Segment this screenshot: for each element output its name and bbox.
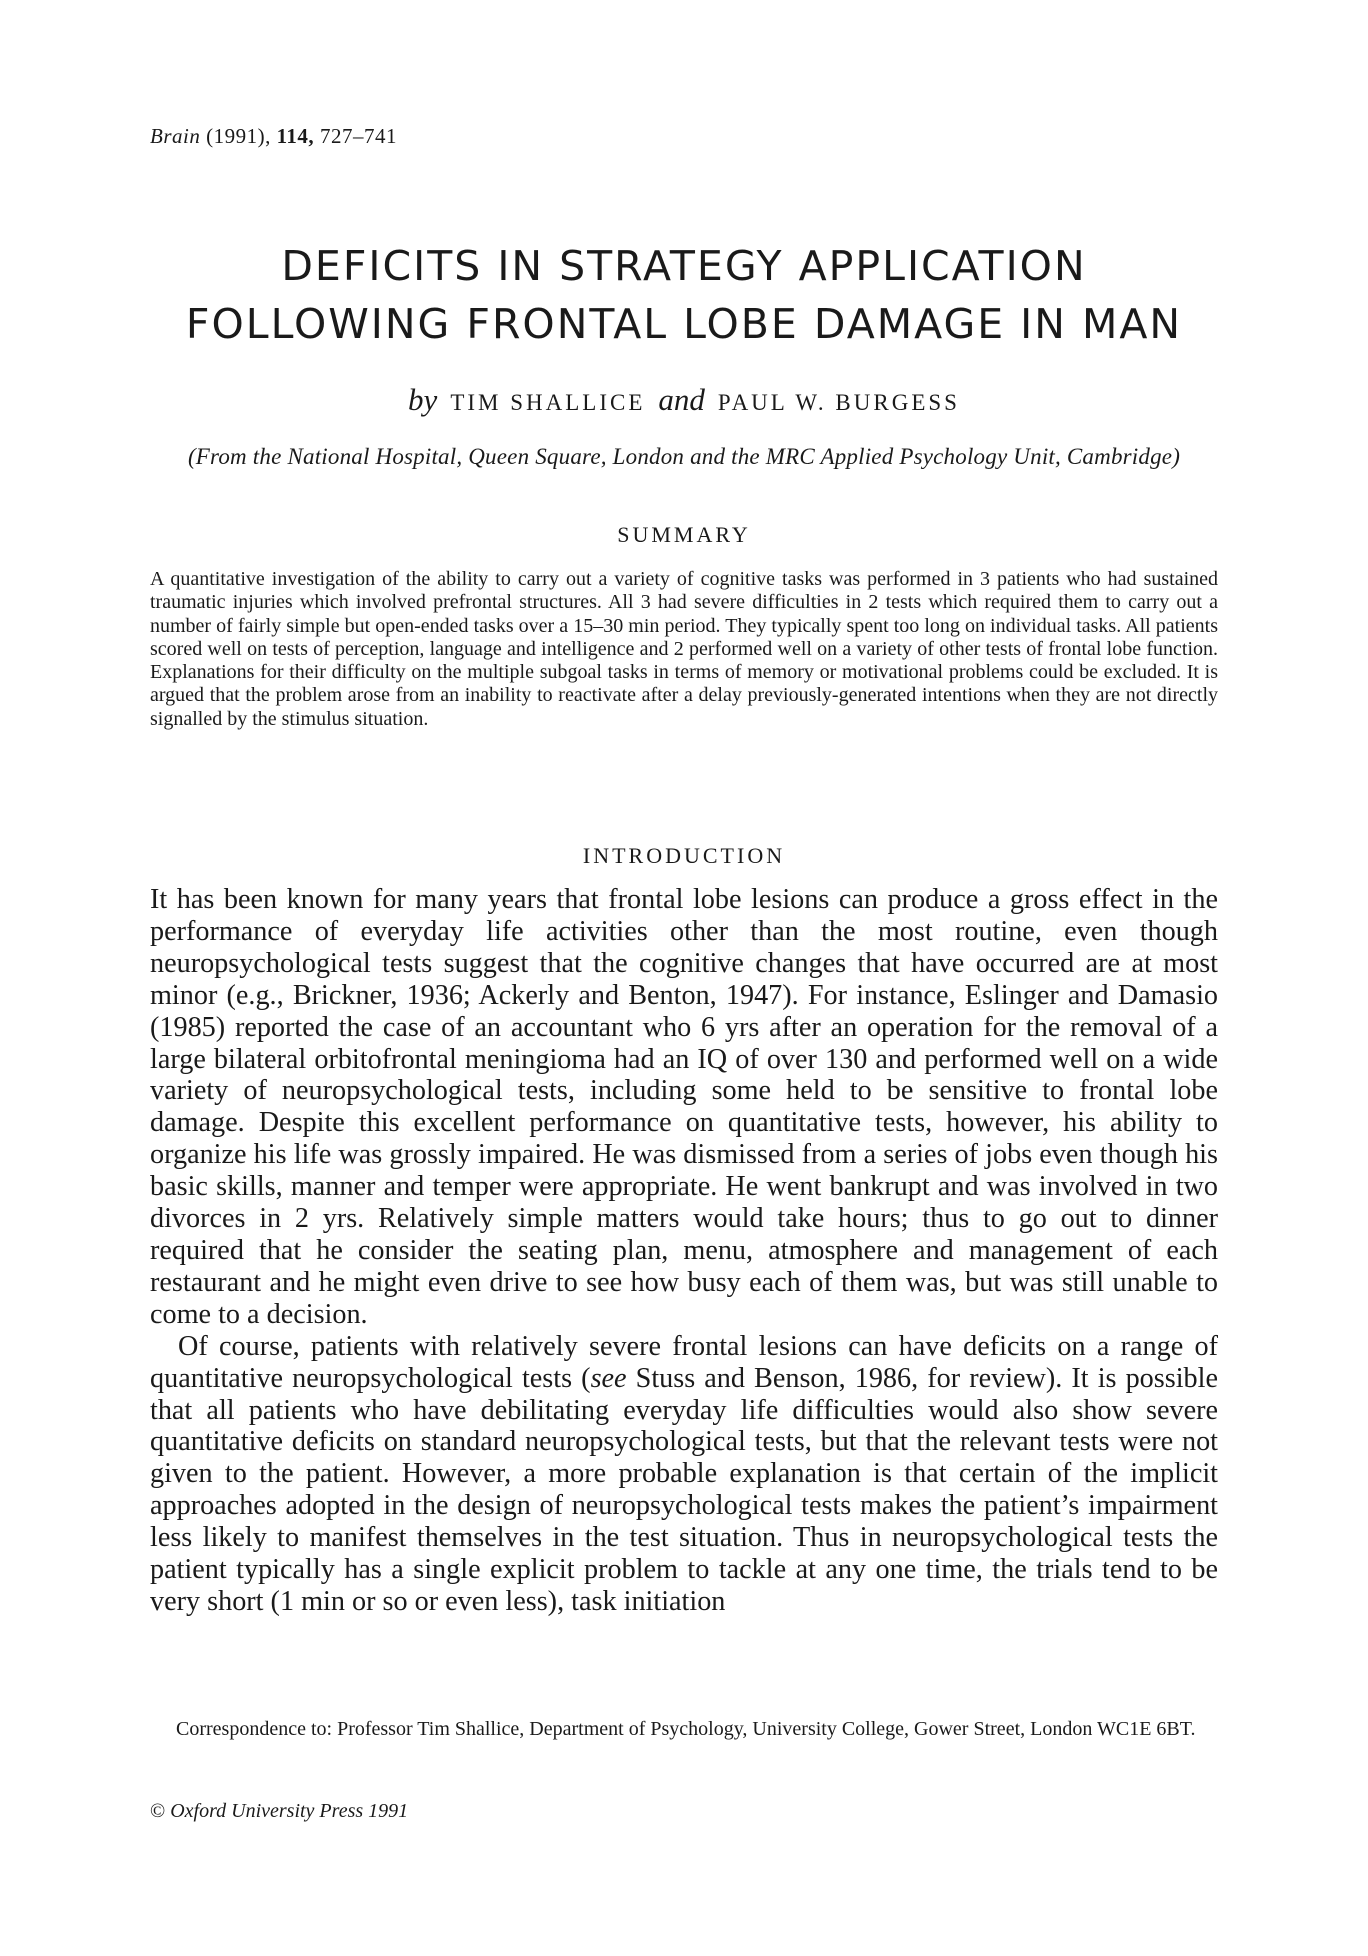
copyright-symbol: ©: [150, 1800, 166, 1822]
summary-heading: SUMMARY: [617, 522, 751, 547]
author-2: PAUL W. BURGESS: [717, 390, 960, 415]
correspondence-footnote: Correspondence to: Professor Tim Shallice, Department of Psychology, University College, Gower Street, London WC1E 6BT.: [176, 1718, 1196, 1740]
author-byline: [150, 382, 1218, 418]
intro-paragraph-2-rest: Stuss and Benson, 1986, for review). It is possible that all patients who have debilitating everyday life difficulties would also show severe quantitative deficits on standard neuropsychological tests, but that the relevant tests were not given to the patient. However, a more probable explanation is that certain of the implicit approaches adopted in the design of neuropsychological tests makes the patient’s impairment less likely to manifest themselves in the test situation. Thus in neuropsychological tests the patient typically has a single explicit problem to tackle at any one time, the trials tend to be very short (1 min or so or even less), task initiation: [150, 1362, 1218, 1617]
introduction-body: [150, 884, 1218, 1618]
journal-citation: [150, 124, 397, 149]
journal-volume: 114,: [276, 124, 315, 148]
copyright-press: Oxford University Press 1991: [170, 1800, 409, 1822]
author-1: TIM SHALLICE: [450, 390, 646, 415]
introduction-heading: INTRODUCTION: [582, 843, 786, 868]
intro-paragraph-1: It has been known for many years that frontal lobe lesions can produce a gross effect in the performance of everyday life activities other than the most routine, even though neuropsychological tests suggest that the cognitive changes that have occurred are at most minor (e.g., Brickner, 1936; Ackerly and Benton, 1947). For instance, Eslinger and Damasio (1985) reported the case of an accountant who 6 yrs after an operation for the removal of a large bilateral orbitofrontal meningioma had an IQ of over 130 and performed well on a wide variety of neuropsychological tests, including some held to be sensitive to frontal lobe damage. Despite this excellent performance on quantitative tests, however, his ability to organize his life was grossly impaired. He was dismissed from a series of jobs even though his basic skills, manner and temper were appropriate. He went bankrupt and was involved in two divorces in 2 yrs. Relatively simple matters would take hours; thus to go out to dinner required that he consider the seating plan, menu, atmosphere and management of each restaurant and he might even drive to see how busy each of them was, but was still unable to come to a decision.: [150, 884, 1218, 1330]
paper-title-line-2: FOLLOWING FRONTAL LOBE DAMAGE IN MAN: [185, 300, 1183, 348]
journal-year: (1991),: [206, 124, 271, 148]
intro-paragraph-2-start: Of course, patients with relatively severe frontal lesions can have deficits on a range of quantitative neuropsychological tests (: [150, 1330, 1218, 1394]
summary-abstract: A quantitative investigation of the ability to carry out a variety of cognitive tasks was performed in 3 patients who had sustained traumatic injuries which involved prefrontal structures. All 3 had severe difficulties in 2 tests which required them to carry out a number of fairly simple but open-ended tasks over a 15–30 min period. They typically spent too long on individual tasks. All patients scored well on tests of perception, language and intelligence and 2 performed well on a variety of other tests of frontal lobe function. Explanations for their difficulty on the multiple subgoal tasks in terms of memory or motivational problems could be excluded. It is argued that the problem arose from an inability to reactivate after a delay previously-generated intentions when they are not directly signalled by the stimulus situation.: [150, 568, 1218, 730]
journal-name: Brain: [150, 124, 201, 148]
byline-by: by: [408, 382, 438, 417]
intro-paragraph-2: [150, 1331, 1218, 1618]
byline-and: and: [658, 382, 705, 417]
intro-paragraph-2-see: see: [590, 1362, 627, 1394]
author-affiliation: (From the National Hospital, Queen Square, London and the MRC Applied Psychology Unit, Cambridge): [187, 444, 1181, 469]
copyright-notice: [150, 1800, 408, 1823]
paper-title-line-1: DEFICITS IN STRATEGY APPLICATION: [281, 242, 1087, 290]
journal-pages: 727–741: [319, 124, 397, 148]
